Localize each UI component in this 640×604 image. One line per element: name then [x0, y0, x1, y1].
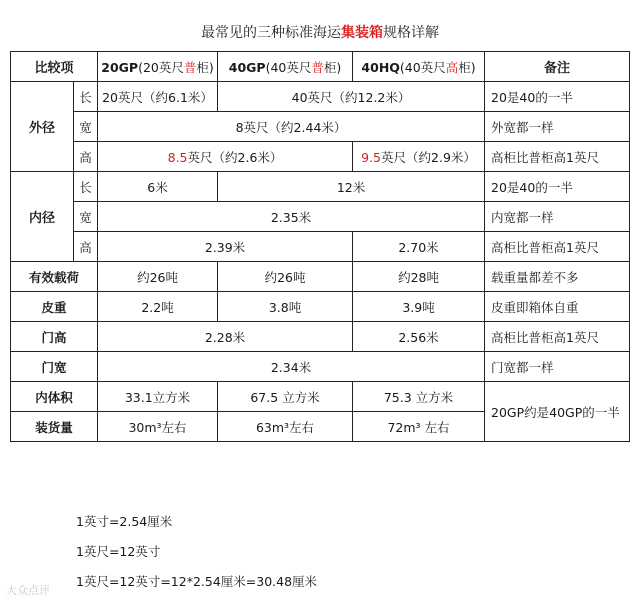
group-outer-dimensions: 外径	[11, 82, 74, 172]
row-label: 皮重	[11, 292, 98, 322]
header-remark: 备注	[485, 52, 630, 82]
cell-note: 高柜比普柜高1英尺	[485, 142, 630, 172]
footnote: 1英尺=12英寸	[76, 544, 161, 559]
cell-note: 高柜比普柜高1英尺	[485, 232, 630, 262]
table-row	[11, 382, 630, 412]
table-row	[11, 202, 630, 232]
conversion-footnotes	[76, 512, 317, 602]
row-label: 门宽	[11, 352, 98, 382]
cell-value: 2.56米	[353, 322, 485, 352]
cell-note: 门宽都一样	[485, 352, 630, 382]
row-label: 内体积	[11, 382, 98, 412]
cell-value: 8.5英尺（约2.6米）	[98, 142, 353, 172]
footnote: 1英尺=12英寸=12*2.54厘米=30.48厘米	[76, 574, 318, 589]
table-row	[11, 112, 630, 142]
cell-value: 2.35米	[98, 202, 485, 232]
header-20gp: 20GP(20英尺普柜)	[98, 52, 218, 82]
header-compare: 比较项	[11, 52, 98, 82]
header-40hq: 40HQ(40英尺高柜)	[353, 52, 485, 82]
page-title: 最常见的三种标准海运集装箱规格详解	[201, 25, 439, 41]
row-label: 长	[74, 82, 98, 112]
cell-value: 63m³左右	[218, 412, 353, 442]
row-label: 有效载荷	[11, 262, 98, 292]
group-inner-dimensions: 内径	[11, 172, 74, 262]
cell-value: 2.28米	[98, 322, 353, 352]
table-row	[11, 82, 630, 112]
cell-note: 20是40的一半	[485, 82, 630, 112]
cell-value: 约28吨	[353, 262, 485, 292]
footnote: 1英寸=2.54厘米	[76, 514, 173, 529]
row-label: 宽	[74, 202, 98, 232]
cell-value: 20英尺（约6.1米）	[98, 82, 218, 112]
cell-value: 2.70米	[353, 232, 485, 262]
row-label: 长	[74, 172, 98, 202]
row-label: 高	[74, 142, 98, 172]
table-header-row	[11, 52, 630, 82]
cell-note: 内宽都一样	[485, 202, 630, 232]
cell-value: 3.9吨	[353, 292, 485, 322]
table-row	[11, 232, 630, 262]
header-40gp: 40GP(40英尺普柜)	[218, 52, 353, 82]
table-row	[11, 142, 630, 172]
cell-value: 6米	[98, 172, 218, 202]
table-row	[11, 172, 630, 202]
cell-value: 40英尺（约12.2米）	[218, 82, 485, 112]
table-row	[11, 292, 630, 322]
cell-note: 载重量都差不多	[485, 262, 630, 292]
cell-note: 高柜比普柜高1英尺	[485, 322, 630, 352]
cell-value: 75.3 立方米	[353, 382, 485, 412]
cell-value: 约26吨	[98, 262, 218, 292]
table-row	[11, 352, 630, 382]
cell-value: 9.5英尺（约2.9米）	[353, 142, 485, 172]
cell-note: 20GP约是40GP的一半	[485, 382, 630, 442]
cell-value: 3.8吨	[218, 292, 353, 322]
row-label: 宽	[74, 112, 98, 142]
row-label: 高	[74, 232, 98, 262]
cell-note: 皮重即箱体自重	[485, 292, 630, 322]
cell-value: 12米	[218, 172, 485, 202]
cell-value: 67.5 立方米	[218, 382, 353, 412]
row-label: 门高	[11, 322, 98, 352]
cell-value: 33.1立方米	[98, 382, 218, 412]
cell-note: 20是40的一半	[485, 172, 630, 202]
cell-value: 2.2吨	[98, 292, 218, 322]
cell-value: 8英尺（约2.44米）	[98, 112, 485, 142]
cell-value: 72m³ 左右	[353, 412, 485, 442]
table-row	[11, 322, 630, 352]
cell-value: 约26吨	[218, 262, 353, 292]
container-spec-table	[10, 51, 630, 442]
table-row	[11, 262, 630, 292]
watermark: 大众点评	[6, 584, 50, 597]
cell-note: 外宽都一样	[485, 112, 630, 142]
cell-value: 2.39米	[98, 232, 353, 262]
row-label: 装货量	[11, 412, 98, 442]
cell-value: 30m³左右	[98, 412, 218, 442]
cell-value: 2.34米	[98, 352, 485, 382]
